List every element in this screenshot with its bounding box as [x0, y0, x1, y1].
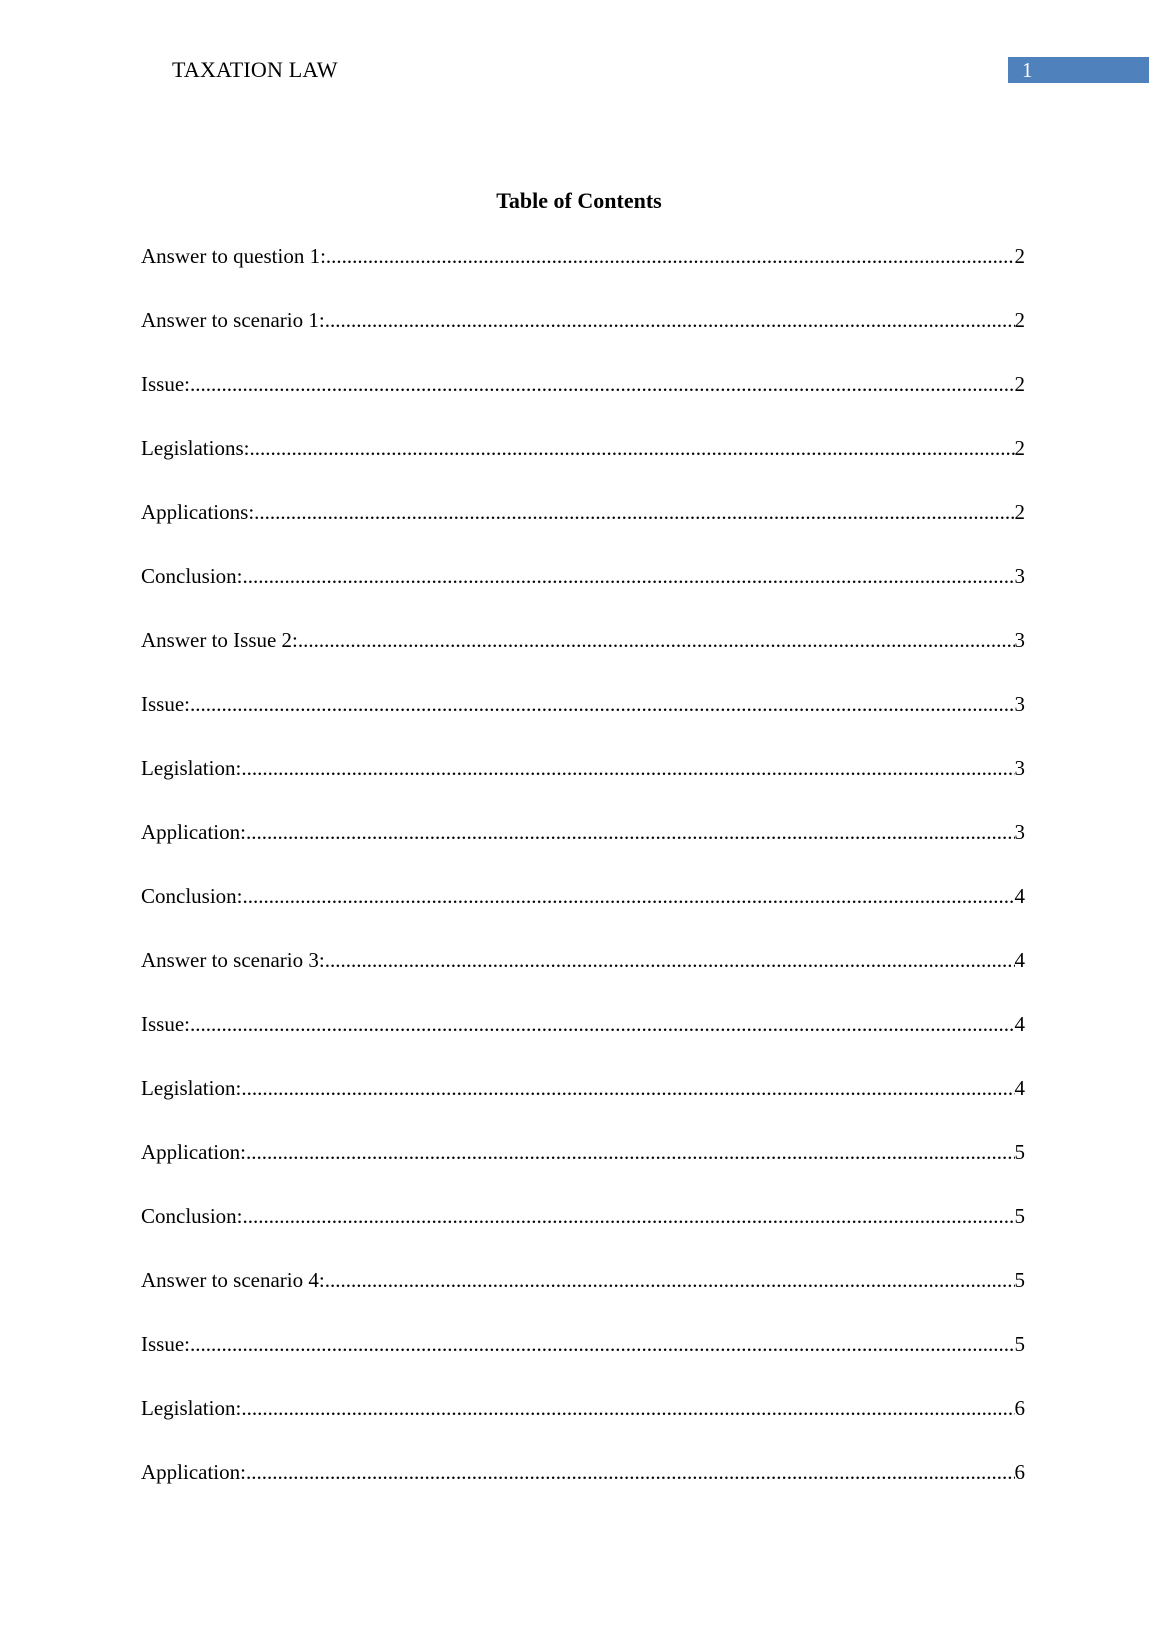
toc-entry[interactable] — [141, 1072, 1025, 1136]
toc-entry-page: 2 — [1014, 244, 1025, 268]
toc-entry[interactable] — [141, 688, 1025, 752]
toc-entry-label: Legislation: — [141, 1396, 242, 1420]
toc-dot-leader — [241, 1072, 1014, 1104]
toc-entry-page: 4 — [1014, 1012, 1025, 1036]
toc-entry[interactable] — [141, 1264, 1025, 1328]
toc-entry-page: 2 — [1014, 436, 1025, 460]
toc-entry-page: 3 — [1014, 564, 1025, 588]
toc-dot-leader — [243, 1200, 1015, 1232]
toc-entry-page: 6 — [1014, 1396, 1025, 1420]
page-number-badge — [1008, 57, 1149, 83]
toc-entry[interactable] — [141, 368, 1025, 432]
toc-entry-label: Answer to scenario 3: — [141, 948, 325, 972]
toc-entry-label: Legislation: — [141, 756, 242, 780]
toc-dot-leader — [190, 1328, 1015, 1360]
toc-dot-leader — [326, 240, 1015, 272]
toc-entry-page: 5 — [1014, 1204, 1025, 1228]
toc-entry[interactable] — [141, 752, 1025, 816]
toc-entry[interactable] — [141, 432, 1025, 496]
toc-dot-leader — [246, 1456, 1015, 1488]
toc-entry-label: Issue: — [141, 1332, 190, 1356]
toc-entry[interactable] — [141, 624, 1025, 688]
toc-entry-label: Answer to scenario 4: — [141, 1268, 325, 1292]
toc-entry-page: 2 — [1014, 372, 1025, 396]
toc-list — [141, 240, 1025, 1520]
running-header-title: TAXATION LAW — [172, 57, 338, 82]
toc-entry-label: Legislation: — [141, 1076, 242, 1100]
toc-entry[interactable] — [141, 1008, 1025, 1072]
toc-dot-leader — [325, 1264, 1015, 1296]
toc-entry[interactable] — [141, 1392, 1025, 1456]
toc-entry-label: Conclusion: — [141, 1204, 243, 1228]
toc-entry-label: Answer to scenario 1: — [141, 308, 325, 332]
toc-dot-leader — [254, 496, 1014, 528]
toc-entry-label: Application: — [141, 1140, 246, 1164]
toc-entry-page: 2 — [1014, 308, 1025, 332]
toc-entry-label: Applications: — [141, 500, 255, 524]
toc-entry[interactable] — [141, 944, 1025, 1008]
toc-entry-label: Answer to question 1: — [141, 244, 326, 268]
toc-dot-leader — [243, 880, 1015, 912]
toc-dot-leader — [298, 624, 1015, 656]
toc-dot-leader — [241, 752, 1014, 784]
toc-dot-leader — [190, 368, 1015, 400]
toc-entry[interactable] — [141, 880, 1025, 944]
toc-entry-label: Answer to Issue 2: — [141, 628, 298, 652]
toc-entry-label: Issue: — [141, 372, 190, 396]
toc-entry[interactable] — [141, 240, 1025, 304]
toc-entry-label: Issue: — [141, 692, 190, 716]
toc-dot-leader — [325, 944, 1015, 976]
toc-entry-page: 4 — [1014, 948, 1025, 972]
page-number: 1 — [1022, 58, 1033, 82]
toc-dot-leader — [325, 304, 1015, 336]
toc-dot-leader — [246, 816, 1015, 848]
toc-dot-leader — [250, 432, 1015, 464]
toc-entry[interactable] — [141, 304, 1025, 368]
toc-entry-label: Application: — [141, 820, 246, 844]
toc-entry-label: Issue: — [141, 1012, 190, 1036]
toc-entry-page: 6 — [1014, 1460, 1025, 1484]
toc-entry-page: 4 — [1014, 884, 1025, 908]
toc-entry[interactable] — [141, 816, 1025, 880]
toc-entry-page: 3 — [1014, 756, 1025, 780]
toc-dot-leader — [241, 1392, 1014, 1424]
toc-entry-page: 2 — [1014, 500, 1025, 524]
toc-entry-page: 5 — [1014, 1268, 1025, 1292]
toc-entry[interactable] — [141, 1328, 1025, 1392]
toc-entry-label: Legislations: — [141, 436, 250, 460]
toc-entry[interactable] — [141, 560, 1025, 624]
toc-entry-page: 3 — [1014, 820, 1025, 844]
toc-entry[interactable] — [141, 1200, 1025, 1264]
toc-entry-label: Application: — [141, 1460, 246, 1484]
toc-heading: Table of Contents — [496, 188, 662, 213]
toc-dot-leader — [190, 688, 1015, 720]
toc-entry-page: 3 — [1014, 692, 1025, 716]
toc-entry-page: 3 — [1014, 628, 1025, 652]
toc-entry-page: 4 — [1014, 1076, 1025, 1100]
toc-entry[interactable] — [141, 1456, 1025, 1520]
toc-entry[interactable] — [141, 496, 1025, 560]
toc-entry[interactable] — [141, 1136, 1025, 1200]
toc-dot-leader — [246, 1136, 1015, 1168]
toc-entry-label: Conclusion: — [141, 564, 243, 588]
toc-dot-leader — [190, 1008, 1015, 1040]
toc-dot-leader — [243, 560, 1015, 592]
toc-entry-page: 5 — [1014, 1332, 1025, 1356]
toc-entry-page: 5 — [1014, 1140, 1025, 1164]
toc-entry-label: Conclusion: — [141, 884, 243, 908]
